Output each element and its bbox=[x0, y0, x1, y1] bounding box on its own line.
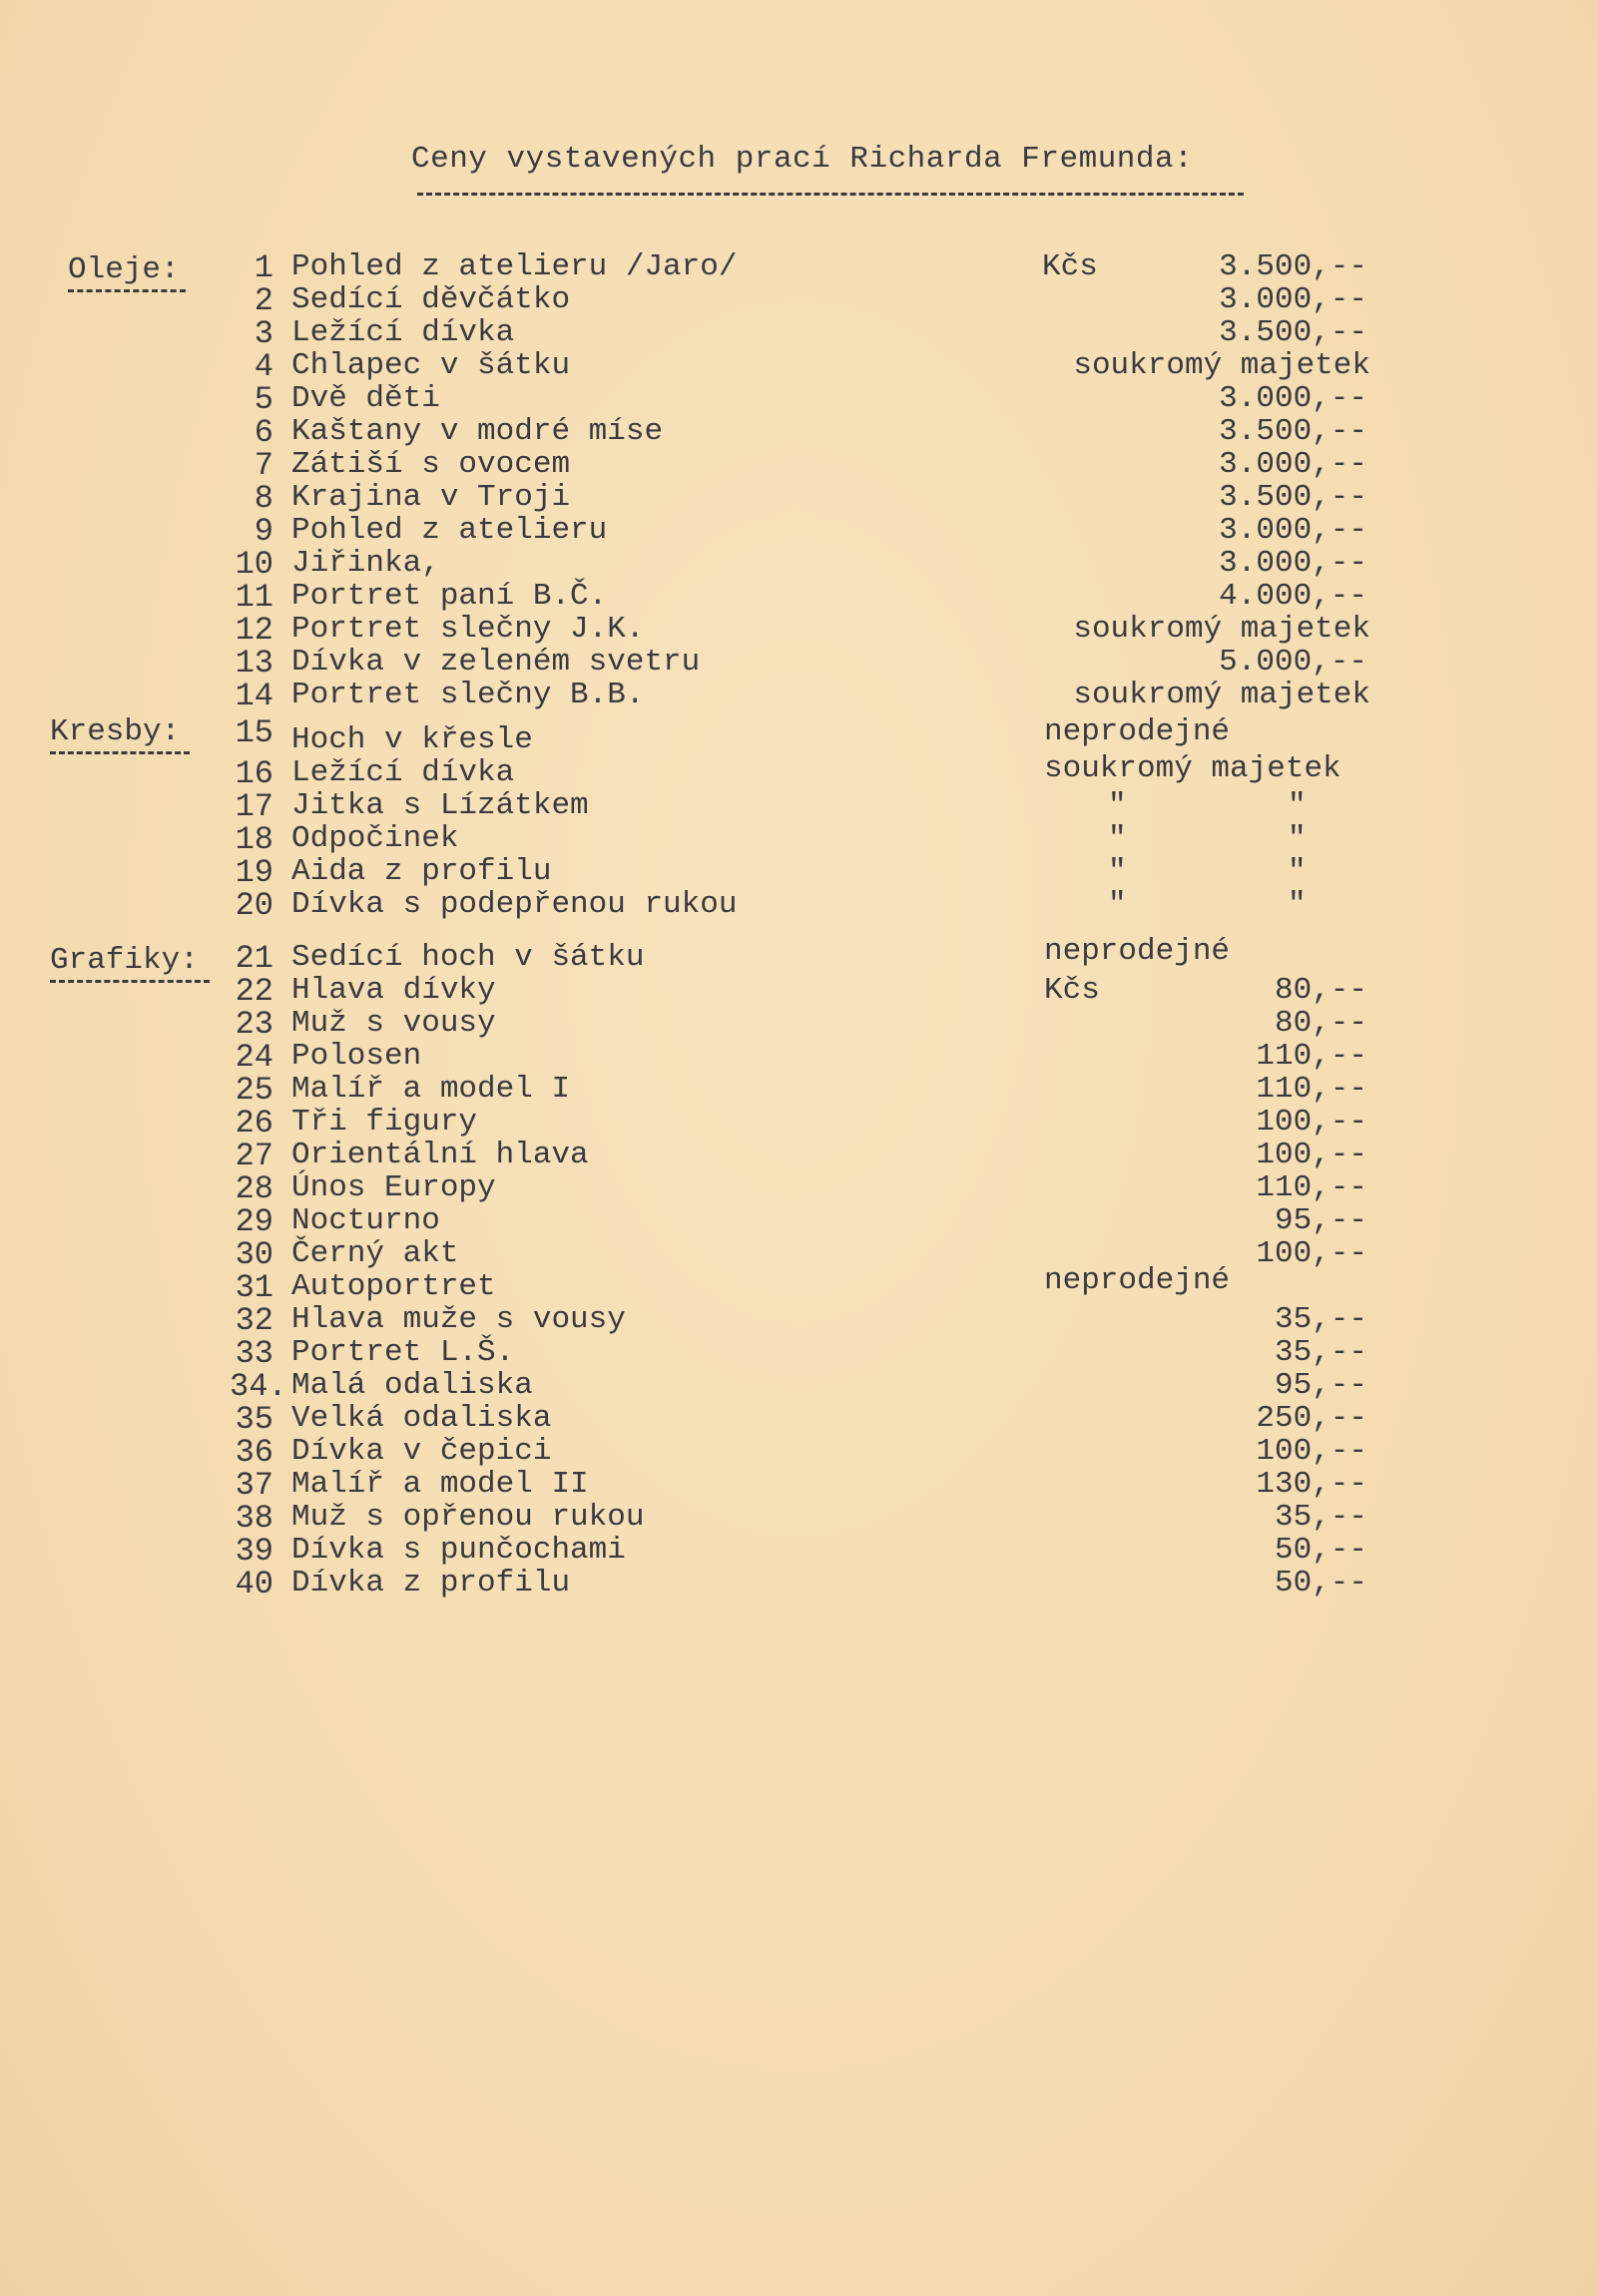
item-title: Orientální hlava bbox=[291, 1138, 589, 1172]
item-price: 3.000,-- bbox=[1219, 546, 1367, 581]
item-title: Sedící děvčátko bbox=[291, 282, 571, 317]
item-number: 11 bbox=[235, 579, 273, 616]
section-label: Oleje: bbox=[68, 252, 180, 287]
item-title: Černý akt bbox=[291, 1236, 459, 1271]
list-item bbox=[230, 821, 1367, 858]
item-price: 110,-- bbox=[1256, 1170, 1367, 1205]
item-number: 38 bbox=[235, 1500, 273, 1537]
ditto-mark: " bbox=[1288, 788, 1307, 823]
item-title: Autoportret bbox=[291, 1269, 496, 1304]
item-number: 18 bbox=[235, 821, 273, 858]
item-number: 6 bbox=[254, 414, 273, 451]
item-title: Hoch v křesle bbox=[291, 722, 533, 757]
item-number: 20 bbox=[235, 887, 273, 924]
list-item bbox=[230, 973, 1367, 1010]
item-price: soukromý majetek bbox=[1044, 751, 1341, 786]
list-item bbox=[230, 1170, 1367, 1207]
list-item bbox=[230, 414, 1367, 451]
item-number: 26 bbox=[235, 1105, 273, 1142]
item-number: 28 bbox=[235, 1170, 273, 1207]
item-number: 12 bbox=[235, 612, 273, 649]
item-price: 100,-- bbox=[1256, 1434, 1367, 1469]
item-price: neprodejné bbox=[1044, 714, 1231, 749]
ditto-mark: " bbox=[1108, 821, 1127, 856]
list-item bbox=[230, 1006, 1367, 1043]
item-title: Únos Europy bbox=[291, 1170, 496, 1205]
item-price: 130,-- bbox=[1256, 1467, 1367, 1502]
item-title: Jiřinka, bbox=[291, 546, 440, 581]
item-title: Krajina v Troji bbox=[291, 480, 571, 515]
item-title: Dívka s punčochami bbox=[291, 1533, 626, 1568]
item-title: Malíř a model II bbox=[291, 1467, 589, 1502]
item-title: Tři figury bbox=[291, 1105, 478, 1140]
item-title: Muž s vousy bbox=[291, 1006, 496, 1041]
item-number: 8 bbox=[254, 480, 273, 517]
list-item bbox=[230, 1263, 1367, 1306]
item-price: 3.000,-- bbox=[1219, 447, 1367, 482]
section-label: Kresby: bbox=[50, 714, 181, 749]
item-price: 3.000,-- bbox=[1219, 381, 1367, 416]
item-price: 80,-- bbox=[1274, 973, 1367, 1008]
list-item bbox=[230, 348, 1370, 385]
section-kresby bbox=[50, 714, 190, 754]
item-title: Zátiší s ovocem bbox=[291, 447, 571, 482]
item-title: Polosen bbox=[291, 1039, 422, 1074]
list-item bbox=[230, 249, 1367, 286]
list-item bbox=[230, 1138, 1367, 1174]
document-title: Ceny vystavených prací Richarda Fremunda: bbox=[411, 142, 1194, 177]
item-number: 14 bbox=[235, 678, 273, 714]
item-price: 35,-- bbox=[1274, 1500, 1367, 1535]
item-title: Dívka z profilu bbox=[291, 1566, 571, 1601]
item-price: 110,-- bbox=[1256, 1039, 1367, 1074]
item-number: 32 bbox=[235, 1302, 273, 1339]
list-item bbox=[230, 513, 1367, 550]
item-title: Nocturno bbox=[291, 1203, 440, 1238]
list-item bbox=[230, 887, 1367, 924]
title-underline bbox=[417, 193, 1244, 196]
ditto-mark: " bbox=[1108, 854, 1127, 889]
list-item bbox=[230, 579, 1367, 616]
item-title: Dívka s podepřenou rukou bbox=[291, 887, 738, 922]
item-title: Sedící hoch v šátku bbox=[291, 940, 645, 975]
section-underline bbox=[50, 980, 210, 983]
item-number: 27 bbox=[235, 1138, 273, 1174]
item-price: soukromý majetek bbox=[1073, 612, 1370, 647]
list-item bbox=[230, 1072, 1367, 1109]
ditto-mark: " bbox=[1108, 788, 1127, 823]
item-price: neprodejné bbox=[1044, 1263, 1231, 1298]
item-title: Aida z profilu bbox=[291, 854, 552, 889]
item-number: 1 bbox=[254, 249, 273, 286]
item-number: 5 bbox=[254, 381, 273, 418]
item-number: 36 bbox=[235, 1434, 273, 1471]
item-number: 34. bbox=[230, 1368, 287, 1405]
item-number: 35 bbox=[235, 1401, 273, 1438]
ditto-mark: " bbox=[1108, 887, 1127, 922]
list-item bbox=[230, 282, 1367, 319]
item-title: Velká odaliska bbox=[291, 1401, 552, 1436]
item-price: 3.000,-- bbox=[1219, 513, 1367, 548]
item-number: 24 bbox=[235, 1039, 273, 1076]
list-item bbox=[230, 1105, 1367, 1142]
item-title: Chlapec v šátku bbox=[291, 348, 571, 383]
list-item bbox=[230, 751, 1367, 792]
section-grafiky bbox=[50, 943, 210, 983]
item-price: 3.500,-- bbox=[1219, 480, 1367, 515]
item-price: 95,-- bbox=[1274, 1203, 1367, 1238]
item-number: 37 bbox=[235, 1467, 273, 1504]
item-price: neprodejné bbox=[1044, 934, 1231, 969]
item-number: 33 bbox=[235, 1335, 273, 1372]
item-title: Portret slečny B.B. bbox=[291, 678, 645, 712]
item-number: 13 bbox=[235, 645, 273, 682]
item-price: 100,-- bbox=[1256, 1105, 1367, 1140]
item-price: 3.500,-- bbox=[1219, 315, 1367, 350]
item-title: Pohled z atelieru bbox=[291, 513, 608, 548]
list-item bbox=[230, 1434, 1367, 1471]
item-price: soukromý majetek bbox=[1073, 678, 1370, 712]
list-item bbox=[230, 1500, 1367, 1537]
item-price: 35,-- bbox=[1274, 1302, 1367, 1337]
section-underline bbox=[68, 289, 186, 292]
item-number: 29 bbox=[235, 1203, 273, 1240]
item-title: Dívka v čepici bbox=[291, 1434, 552, 1469]
item-price: 3.000,-- bbox=[1219, 282, 1367, 317]
list-item bbox=[230, 1368, 1367, 1405]
list-item bbox=[230, 546, 1367, 583]
section-underline bbox=[50, 751, 190, 754]
item-number: 30 bbox=[235, 1236, 273, 1273]
list-item bbox=[230, 1467, 1367, 1504]
list-item bbox=[230, 934, 1367, 977]
item-price: 95,-- bbox=[1274, 1368, 1367, 1403]
item-title: Pohled z atelieru /Jaro/ bbox=[291, 249, 738, 284]
list-item bbox=[230, 1533, 1367, 1570]
list-item bbox=[230, 447, 1367, 484]
item-title: Portret paní B.Č. bbox=[291, 579, 608, 614]
item-title: Portret slečny J.K. bbox=[291, 612, 645, 647]
item-number: 22 bbox=[235, 973, 273, 1010]
list-item bbox=[230, 788, 1367, 825]
item-title: Muž s opřenou rukou bbox=[291, 1500, 645, 1535]
item-number: 2 bbox=[254, 282, 273, 319]
item-price: soukromý majetek bbox=[1073, 348, 1370, 383]
currency-label: Kčs bbox=[1042, 249, 1098, 284]
item-price: 4.000,-- bbox=[1219, 579, 1367, 614]
item-title: Hlava muže s vousy bbox=[291, 1302, 626, 1337]
item-title: Jitka s Lízátkem bbox=[291, 788, 589, 823]
list-item bbox=[230, 612, 1370, 649]
item-number: 10 bbox=[235, 546, 273, 583]
ditto-mark: " bbox=[1288, 854, 1307, 889]
item-number: 17 bbox=[235, 788, 273, 825]
list-item bbox=[230, 1302, 1367, 1339]
item-number: 25 bbox=[235, 1072, 273, 1109]
item-price: 50,-- bbox=[1274, 1566, 1367, 1601]
ditto-mark: " bbox=[1288, 887, 1307, 922]
list-item bbox=[230, 645, 1367, 682]
ditto-mark: " bbox=[1288, 821, 1307, 856]
list-item bbox=[230, 1335, 1367, 1372]
item-title: Dvě děti bbox=[291, 381, 440, 416]
item-title: Malá odaliska bbox=[291, 1368, 533, 1403]
currency-label: Kčs bbox=[1044, 973, 1100, 1008]
item-title: Malíř a model I bbox=[291, 1072, 571, 1107]
item-number: 4 bbox=[254, 348, 273, 385]
item-number: 15 bbox=[235, 714, 273, 751]
item-price: 35,-- bbox=[1274, 1335, 1367, 1370]
list-item bbox=[230, 854, 1367, 891]
item-title: Kaštany v modré míse bbox=[291, 414, 664, 449]
list-item bbox=[230, 678, 1370, 714]
item-price: 3.500,-- bbox=[1219, 414, 1367, 449]
item-number: 19 bbox=[235, 854, 273, 891]
item-number: 31 bbox=[235, 1269, 273, 1306]
list-item bbox=[230, 381, 1367, 418]
item-title: Ležící dívka bbox=[291, 755, 515, 790]
item-price: 50,-- bbox=[1274, 1533, 1367, 1568]
item-title: Dívka v zeleném svetru bbox=[291, 645, 701, 680]
item-price: 5.000,-- bbox=[1219, 645, 1367, 680]
item-number: 39 bbox=[235, 1533, 273, 1570]
item-number: 3 bbox=[254, 315, 273, 352]
list-item bbox=[230, 1203, 1367, 1240]
item-price: 250,-- bbox=[1256, 1401, 1367, 1436]
section-label: Grafiky: bbox=[50, 943, 199, 978]
list-item bbox=[230, 1401, 1367, 1438]
section-oleje bbox=[68, 252, 186, 292]
item-price: 3.500,-- bbox=[1219, 249, 1367, 284]
list-item bbox=[230, 1566, 1367, 1603]
item-number: 21 bbox=[235, 940, 273, 977]
list-item bbox=[230, 480, 1367, 517]
item-title: Portret L.Š. bbox=[291, 1335, 515, 1370]
item-number: 40 bbox=[235, 1566, 273, 1603]
item-price: 100,-- bbox=[1256, 1138, 1367, 1172]
item-price: 110,-- bbox=[1256, 1072, 1367, 1107]
item-title: Odpočinek bbox=[291, 821, 459, 856]
list-item bbox=[230, 1039, 1367, 1076]
item-number: 9 bbox=[254, 513, 273, 550]
item-title: Ležící dívka bbox=[291, 315, 515, 350]
list-item bbox=[230, 315, 1367, 352]
item-title: Hlava dívky bbox=[291, 973, 496, 1008]
item-number: 16 bbox=[235, 755, 273, 792]
item-number: 23 bbox=[235, 1006, 273, 1043]
item-price: 100,-- bbox=[1256, 1236, 1367, 1271]
item-number: 7 bbox=[254, 447, 273, 484]
item-price: 80,-- bbox=[1274, 1006, 1367, 1041]
